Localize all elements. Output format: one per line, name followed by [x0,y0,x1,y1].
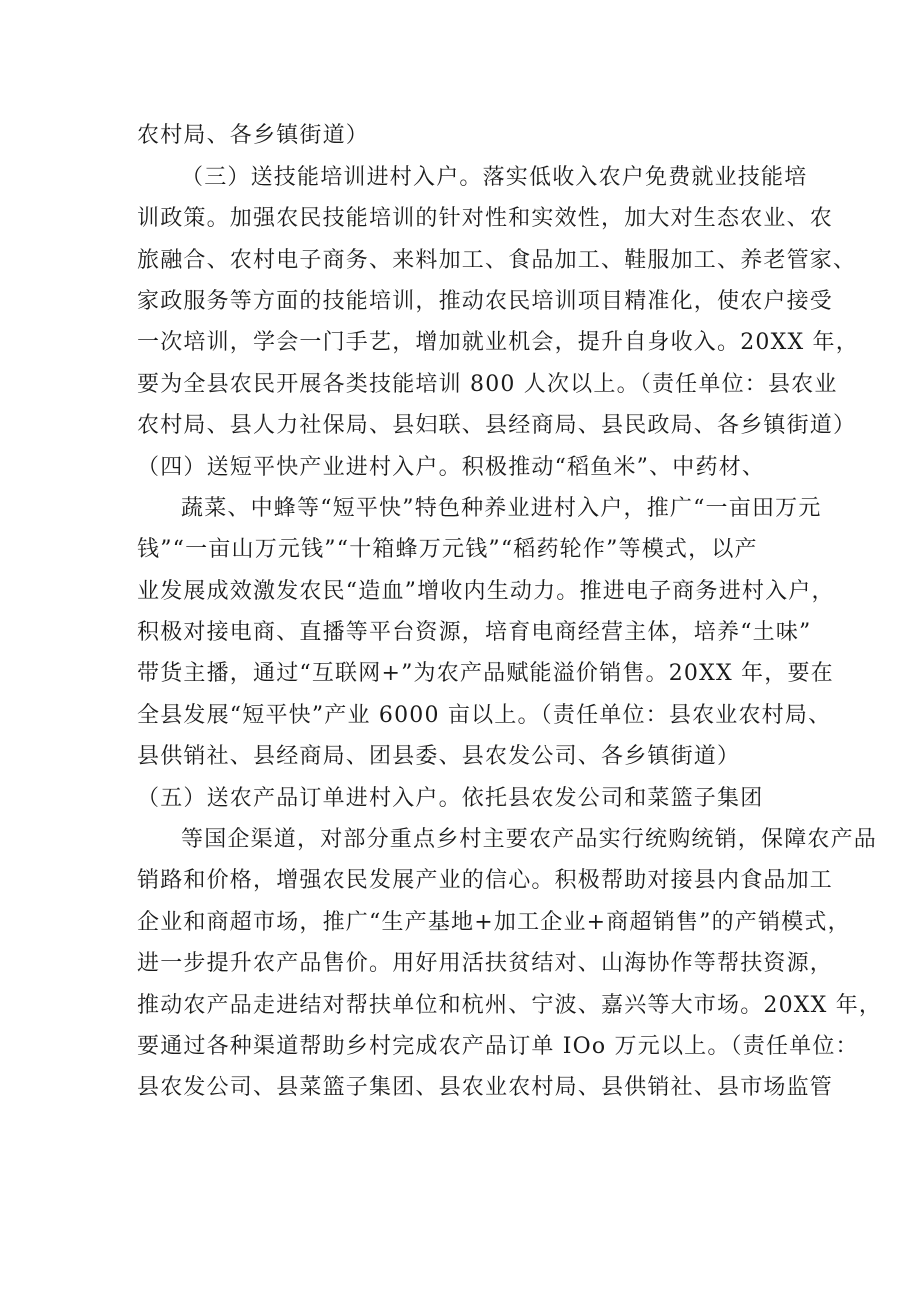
section-heading-3: （三）送技能培训进村入户。落实低收入农户免费就业技能培 [181,165,808,190]
text-line: 要为全县农民开展各类技能培训 800 人次以上。（责任单位：县农业 [137,372,838,397]
text-line: 钱”“一亩山万元钱”“十箱蜂万元钱”“稻药轮作”等模式，以产 [137,537,758,562]
text-line: 县农发公司、县菜篮子集团、县农业农村局、县供销社、县市场监管 [137,1075,834,1100]
text-line: 积极对接电商、直播等平台资源，培育电商经营主体，培养“土味” [137,620,812,645]
text-line: 要通过各种渠道帮助乡村完成农产品订单 IOo 万元以上。（责任单位： [137,1034,859,1059]
text-line: 农村局、县人力社保局、县妇联、县经商局、县民政局、各乡镇街道） [137,413,857,438]
text-line: 旅融合、农村电子商务、来料加工、食品加工、鞋服加工、养老管家、 [137,248,857,273]
text-line: 全县发展“短平快”产业 6000 亩以上。（责任单位：县农业农村局、 [137,703,832,728]
section-heading-5: 等国企渠道，对部分重点乡村主要农产品实行统购统销，保障农产品 [181,827,878,852]
text-line: 训政策。加强农民技能培训的针对性和实效性，加大对生态农业、农 [137,206,834,231]
text-line: 带货主播，通过“互联网+”为农产品赋能溢价销售。20XX 年，要在 [137,661,834,686]
text-line: 推动农产品走进结对帮扶单位和杭州、宁波、嘉兴等大市场。20XX 年， [137,993,883,1018]
text-line: 进一步提升农产品售价。用好用活扶贫结对、山海协作等帮扶资源， [137,951,834,976]
text-line: 业发展成效激发农民“造血”增收内生动力。推进电子商务进村入户， [137,579,835,604]
text-line: 农村局、各乡镇街道） [137,123,370,148]
text-line: 县供销社、县经商局、团县委、县农发公司、各乡镇街道） [137,744,741,769]
text-line: 家政服务等方面的技能培训，推动农民培训项目精准化，使农户接受 [137,289,834,314]
text-line: 一次培训，学会一门手艺，增加就业机会，提升自身收入。20XX 年， [137,330,859,355]
text-line: （五）送农产品订单进村入户。依托县农发公司和菜篮子集团 [137,786,764,811]
text-line: 销路和价格，增强农民发展产业的信心。积极帮助对接县内食品加工 [137,868,834,893]
section-heading-4: 蔬菜、中蜂等“短平快”特色种养业进村入户，推广“一亩田万元 [181,496,822,521]
text-line: （四）送短平快产业进村入户。积极推动“稻鱼米”、中药材、 [137,455,766,480]
text-line: 企业和商超市场，推广“生产基地+加工企业+商超销售”的产销模式， [137,910,851,935]
